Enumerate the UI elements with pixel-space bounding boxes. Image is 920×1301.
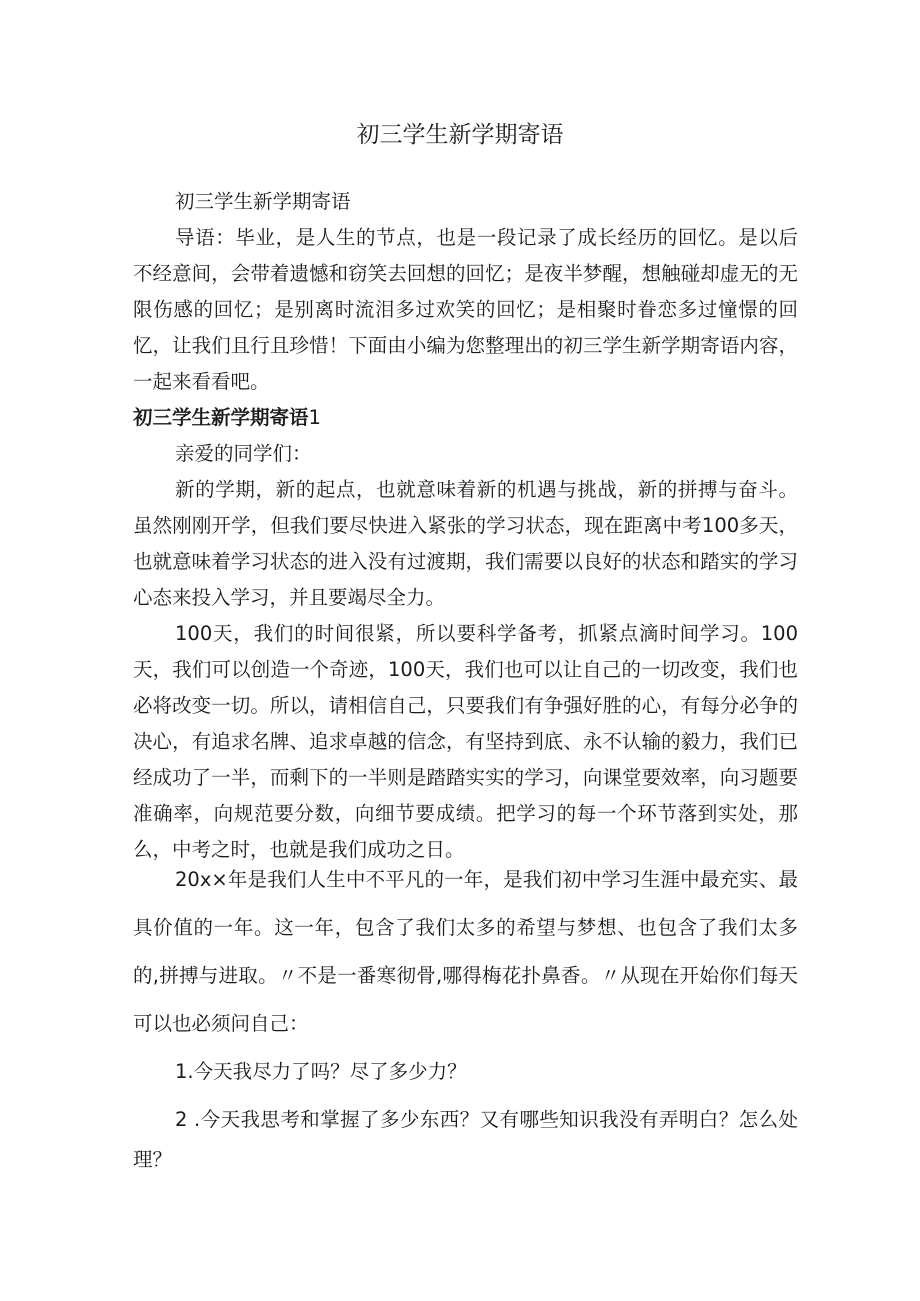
intro-paragraph: 导语：毕业，是人生的节点，也是一段记录了成长经历的回忆。是以后不经意间，会带着遗憾和窃笑去回想的回忆；是夜半梦醒，想触碰却虚无的无限伤感的回忆；是别离时流泪多过欢笑的回忆；是相聚时眷恋多过憧憬的回忆，让我们且行且珍惜！下面由小编为您整理出的初三学生新学期寄语内容，一起来看看吧。 bbox=[133, 226, 798, 393]
document-title: 初三学生新学期寄语 bbox=[356, 122, 564, 148]
paragraph-3: 20x×年是我们人生中不平凡的一年，是我们初中学习生涯中最充实、最具价值的一年。这一年，包含了我们太多的希望与梦想、也包含了我们太多的,拼搏与进取。〃不是一番寒彻骨,哪得梅花扑鼻香。〃从现在开始你们每天可以也必须问自己： bbox=[133, 868, 798, 1035]
section-heading bbox=[133, 400, 798, 436]
question-2: 2 .今天我思考和掌握了多少东西？又有哪些知识我没有弄明白？怎么处理？ bbox=[133, 1108, 798, 1171]
paragraph-2: 100天，我们的时间很紧，所以要科学备考，抓紧点滴时间学习。100天，我们可以创造一个奇迹，100天，我们也可以让自己的一切改变，我们也必将改变一切。所以，请相信自己，只要我们有争强好胜的心，有每分必争的决心，有追求名牌、追求卓越的信念，有坚持到底、永不认输的毅力，我们已经成功了一半，而剩下的一半则是踏踏实实的学习，向课堂要效率，向习题要准确率，向规范要分数，向细节要成绩。把学习的每一个环节落到实处，那么，中考之时，也就是我们成功之日。 bbox=[133, 622, 798, 861]
document-subtitle: 初三学生新学期寄语 bbox=[175, 190, 351, 213]
paragraph-1: 新的学期，新的起点，也就意味着新的机遇与挑战，新的拼搏与奋斗。虽然刚刚开学，但我们要尽快进入紧张的学习状态，现在距离中考100多天，也就意味着学习状态的进入没有过渡期，我们需要以良好的状态和踏实的学习心态来投入学习，并且要竭尽全力。 bbox=[133, 478, 798, 609]
question-1: 1.今天我尽力了吗？尽了多少力？ bbox=[175, 1060, 467, 1083]
section-heading-number: 1 bbox=[308, 406, 321, 429]
greeting-line: 亲爱的同学们： bbox=[175, 442, 312, 465]
section-heading-text: 初三学生新学期寄语 bbox=[133, 406, 309, 429]
